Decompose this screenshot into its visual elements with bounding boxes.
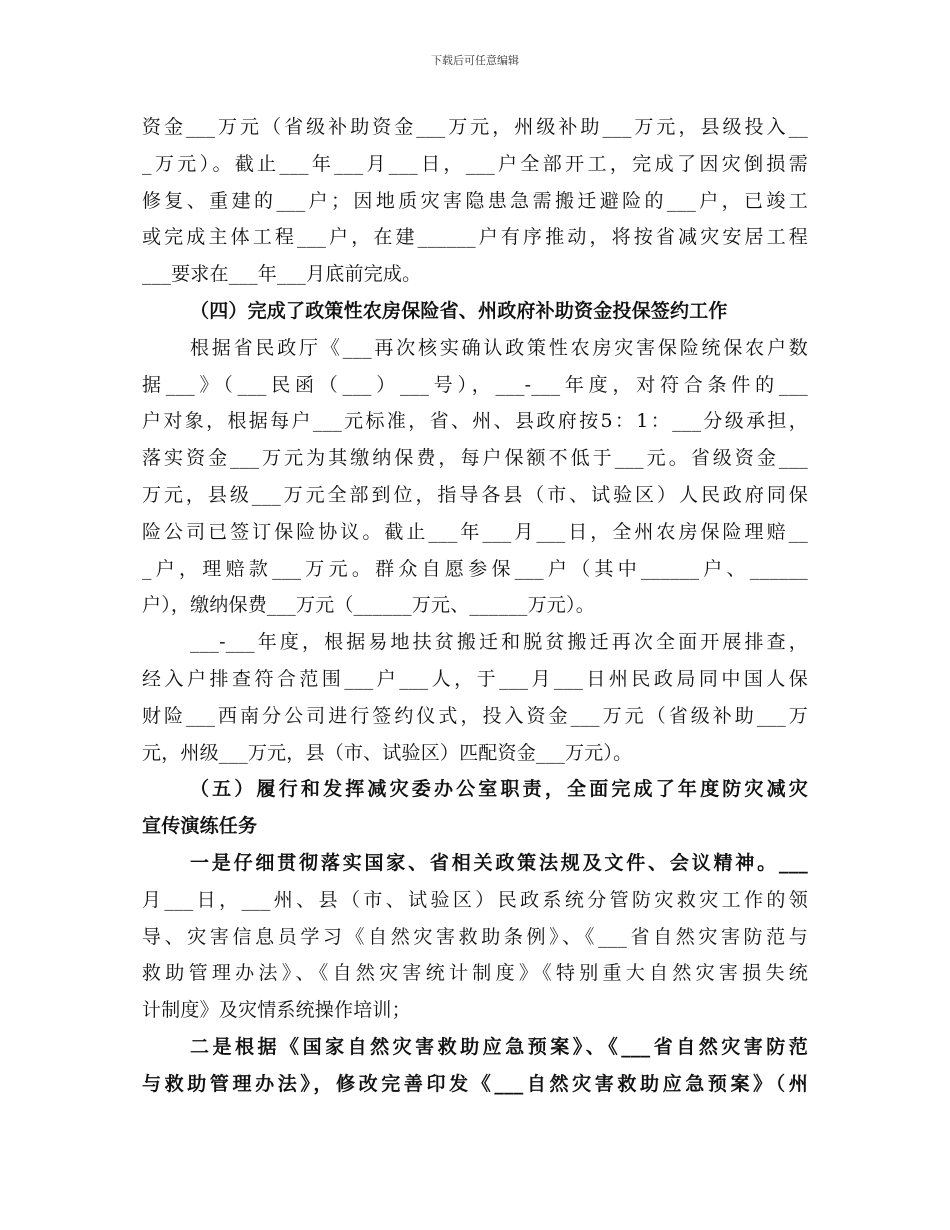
text-line: 或完成主体工程___户，在建______户有序推动，将按省减灾安居工程: [142, 226, 808, 249]
text-line: _户，理赔款___万元。群众自愿参保___户（其中______户、______: [142, 557, 808, 580]
heading-line: 二是根据《国家自然灾害救助应急预案》、《___省自然灾害防范: [190, 1035, 808, 1058]
text-line: 财险___西南分公司进行签约仪式，投入资金___万元（省级补助___万: [142, 704, 808, 727]
text-line: ___-___年度，根据易地扶贫搬迁和脱贫搬迁再次全面开展排查，: [190, 631, 808, 654]
text-line: 万元，县级___万元全部到位，指导各县（市、试验区）人民政府同保: [142, 483, 808, 506]
text-line: 经入户排查符合范围___户___人，于___月___日州民政局同中国人保: [142, 667, 808, 690]
text-line: _万元）。截止___年___月___日，___户全部开工，完成了因灾倒损需: [142, 152, 808, 175]
text-line: 元，州级___万元，县（市、试验区）匹配资金___万元）。: [142, 741, 633, 764]
heading-line: （五）履行和发挥减灾委办公室职责，全面完成了年度防灾减灾: [190, 778, 808, 801]
heading-line: 与救助管理办法》，修改完善印发《___自然灾害救助应急预案》（州: [142, 1072, 808, 1095]
text-line: 险公司已签订保险协议。截止___年___月___日，全州农房保险理赔__: [142, 520, 808, 543]
document-body: [142, 109, 808, 1103]
heading-line: 一是仔细贯彻落实国家、省相关政策法规及文件、会议精神。___: [190, 851, 808, 874]
text-line: 救助管理办法》、《自然灾害统计制度》《特别重大自然灾害损失统: [142, 962, 808, 985]
text-line: 导、灾害信息员学习《自然灾害救助条例》、《___省自然灾害防范与: [142, 925, 808, 948]
text-line: 落实资金___万元为其缴纳保费，每户保额不低于___元。省级资金___: [142, 447, 808, 470]
heading-line: （四）完成了政策性农房保险省、州政府补助资金投保签约工作: [190, 299, 728, 322]
text-line: 根据省民政厅《___再次核实确认政策性农房灾害保险统保农户数: [190, 336, 808, 359]
text-line: 修复、重建的___户；因地质灾害隐患急需搬迁避险的___户，已竣工: [142, 189, 808, 212]
text-line: 资金___万元（省级补助资金___万元，州级补助___万元，县级投入__: [142, 116, 808, 138]
text-line: 计制度》及灾情系统操作培训；: [142, 999, 411, 1022]
text-line: 据___》（___民函（___）___号），___-___年度，对符合条件的___: [142, 373, 808, 396]
text-line: 户对象，根据每户___元标准，省、州、县政府按5：1：___分级承担，: [142, 410, 808, 433]
text-line: ___要求在___年___月底前完成。: [142, 263, 422, 286]
text-line: 月___日，___州、县（市、试验区）民政系统分管防灾救灾工作的领: [142, 888, 808, 911]
heading-line: 宣传演练任务: [142, 815, 258, 838]
page-header: 下载后可任意编辑: [431, 54, 519, 67]
text-line: 户），缴纳保费___万元（______万元、______万元）。: [142, 594, 595, 617]
